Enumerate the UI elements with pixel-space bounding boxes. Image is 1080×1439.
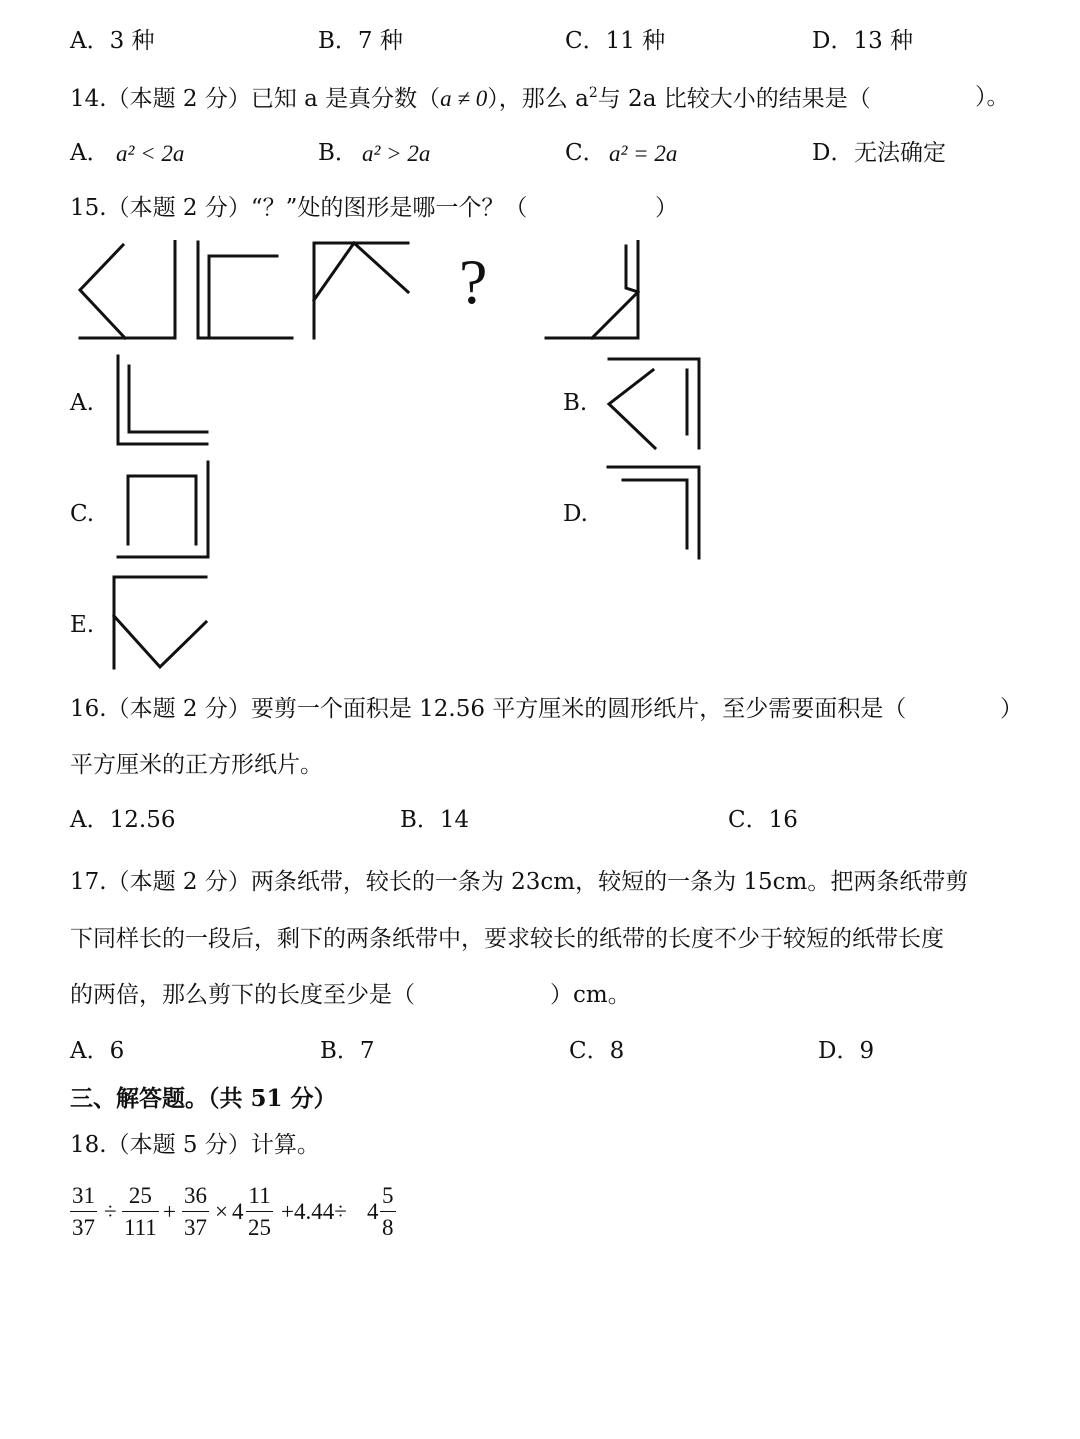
q17-option-d: D．9 bbox=[818, 1038, 875, 1064]
plus-operator: + bbox=[163, 1199, 176, 1224]
q18-stem: 18.（本题 5 分）计算。 bbox=[70, 1132, 320, 1158]
mixed-number-whole: 4 bbox=[367, 1199, 379, 1224]
q14-option-a-math: a² < 2a bbox=[116, 141, 185, 166]
q13-option-c: C．11 种 bbox=[565, 28, 666, 54]
fraction-36-37 bbox=[182, 1184, 209, 1239]
fraction-denominator: 25 bbox=[246, 1211, 273, 1239]
fraction-numerator: 36 bbox=[184, 1183, 207, 1208]
fraction-numerator: 31 bbox=[72, 1183, 95, 1208]
q15-stem: 15.（本题 2 分）“？”处的图形是哪一个？（ bbox=[70, 195, 528, 221]
fraction-numerator: 11 bbox=[248, 1183, 271, 1208]
q15-option-d-figure bbox=[603, 462, 703, 562]
fraction-denominator: 111 bbox=[122, 1211, 159, 1239]
q15-option-e-figure bbox=[110, 572, 210, 672]
q15-close-paren: ） bbox=[655, 195, 678, 221]
q16-line-2: 平方厘米的正方形纸片。 bbox=[70, 752, 323, 778]
q15-option-b-label: B. bbox=[563, 390, 588, 416]
q14-stem bbox=[70, 86, 871, 111]
q14-condition: a ≠ 0 bbox=[440, 86, 488, 111]
fraction-numerator: 5 bbox=[382, 1183, 394, 1208]
q17-line-2: 下同样长的一段后，剩下的两条纸带中，要求较长的纸带的长度不少于较短的纸带长度 bbox=[70, 926, 944, 952]
q16-option-a: A．12.56 bbox=[70, 807, 176, 833]
fraction-numerator: 25 bbox=[128, 1183, 152, 1208]
q17-line-3: 的两倍，那么剪下的长度至少是（ bbox=[70, 982, 415, 1008]
q15-option-d-label: D. bbox=[563, 501, 588, 527]
q15-question-mark: ? bbox=[459, 246, 488, 317]
fraction-denominator: 37 bbox=[70, 1211, 97, 1239]
q15-option-b-figure bbox=[603, 354, 703, 451]
mixed-number-whole: 4 bbox=[232, 1199, 244, 1224]
fraction-denominator: 37 bbox=[182, 1211, 209, 1239]
q16-option-c: C．16 bbox=[728, 807, 798, 833]
q17-option-a: A．6 bbox=[70, 1038, 125, 1064]
q14-middle-a: ），那么 a bbox=[487, 86, 589, 112]
q15-option-a-label: A. bbox=[70, 390, 94, 416]
q15-option-a-figure bbox=[112, 354, 212, 449]
section-3-title: 三、解答题。（共 51 分） bbox=[70, 1085, 337, 1112]
plus-divide-term: +4.44÷ bbox=[281, 1199, 347, 1224]
q14-option-b-math: a² > 2a bbox=[362, 141, 431, 166]
q13-option-b: B．7 种 bbox=[318, 28, 403, 54]
fraction-5-8 bbox=[380, 1184, 396, 1239]
q16-line-1: 16.（本题 2 分）要剪一个面积是 12.56 平方厘米的圆形纸片，至少需要面积是（ bbox=[70, 696, 907, 722]
q15-option-c-label: C. bbox=[70, 501, 95, 527]
q14-option-c-label: C． bbox=[565, 140, 606, 166]
q14-option-a-label: A． bbox=[70, 140, 110, 166]
q15-option-e-label: E. bbox=[70, 612, 95, 638]
q15-figure-1 bbox=[75, 240, 180, 342]
q17-line-3-end: ）cm。 bbox=[550, 982, 631, 1008]
q17-option-b: B．7 bbox=[320, 1038, 375, 1064]
divide-operator: ÷ bbox=[104, 1199, 117, 1224]
fraction-25-111 bbox=[122, 1184, 159, 1239]
q14-suffix: ）。 bbox=[975, 84, 1010, 110]
q15-option-c-figure bbox=[112, 460, 212, 562]
q15-figure-5 bbox=[542, 240, 647, 342]
fraction-11-25 bbox=[246, 1184, 273, 1239]
multiply-operator: × bbox=[215, 1199, 228, 1224]
q17-option-c: C．8 bbox=[569, 1038, 625, 1064]
q17-line-1: 17.（本题 2 分）两条纸带，较长的一条为 23cm，较短的一条为 15cm。把两条纸带剪 bbox=[70, 869, 969, 895]
q13-option-a: A．3 种 bbox=[70, 28, 155, 54]
q14-option-b-label: B． bbox=[318, 140, 358, 166]
q13-option-d: D．13 种 bbox=[812, 28, 914, 54]
q14-option-c-math: a² = 2a bbox=[609, 141, 678, 166]
q14-option-d-label: D． bbox=[812, 140, 854, 166]
q14-exponent: 2 bbox=[588, 85, 598, 101]
q15-figure-3 bbox=[308, 240, 413, 342]
q14-middle-b: 与 2a 比较大小的结果是（ bbox=[597, 86, 871, 112]
q16-close-paren: ） bbox=[1000, 696, 1023, 722]
fraction-31-37 bbox=[70, 1184, 97, 1239]
q14-prefix: 14.（本题 2 分）已知 a 是真分数（ bbox=[70, 86, 441, 112]
q14-option-d-text: 无法确定 bbox=[854, 140, 946, 166]
fraction-denominator: 8 bbox=[380, 1211, 396, 1239]
q15-figure-2 bbox=[192, 240, 297, 342]
q16-option-b: B．14 bbox=[400, 807, 470, 833]
